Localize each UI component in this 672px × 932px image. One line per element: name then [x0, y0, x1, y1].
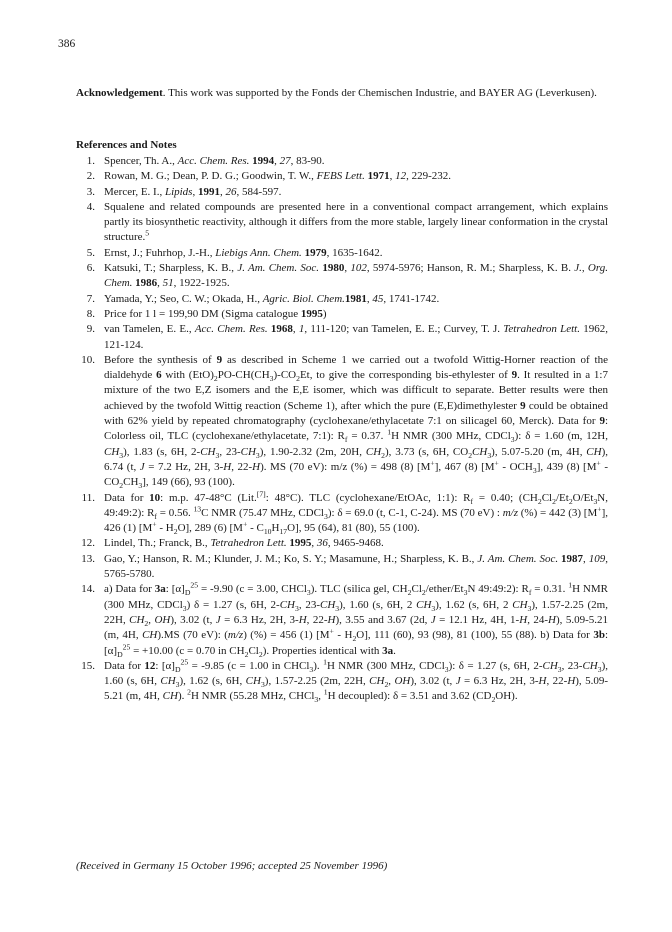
- reference-number: 6 .: [76, 261, 95, 276]
- reference-item: [76, 659, 608, 705]
- reference-text: Lindel, Th.; Franck, B., Tetrahedron Lett. 1995, 36, 9465-9468.: [104, 537, 384, 550]
- reference-item: [76, 536, 608, 551]
- page-number: 386: [58, 38, 76, 50]
- reference-item: [76, 353, 608, 491]
- reference-item: [76, 552, 608, 583]
- reference-number: 1 .: [76, 154, 95, 169]
- reference-text: Ernst, J.; Fuhrhop, J.-H., Liebigs Ann. Chem. 1979, 1635-1642.: [104, 246, 383, 259]
- reference-text: Squalene and related compounds are presented here in a conventional compact arrangement, which explains partly its biosynthetic reactivity, although it differs from the more stable, largely linear conformation in the crystal structure.$^5$: [104, 200, 608, 244]
- reference-item: [76, 246, 608, 261]
- reference-item: [76, 488, 608, 537]
- reference-text: van Tamelen, E. E., Acc. Chem. Res. 1968, 1, 111-120; van Tamelen, E. E.; Curvey, T. J. Tetrahedron Lett. 1962, 121-124.: [104, 323, 608, 351]
- reference-text: Yamada, Y.; Seo, C. W.; Okada, H., Agric. Biol. Chem.1981, 45, 1741-1742.: [104, 292, 440, 305]
- reference-text: Katsuki, T.; Sharpless, K. B., J. Am. Chem. Soc. 1980, 102, 5974-5976; Hanson, R. M.; Sharpless, K. B. J., Org. Chem. 1986, 51, 1922-1925.: [104, 262, 608, 290]
- reference-number: 11 .: [76, 491, 95, 506]
- reference-text: Mercer, E. I., Lipids, 1991, 26, 584-597.: [104, 185, 282, 198]
- reference-text: Spencer, Th. A., Acc. Chem. Res. 1994, 27, 83-90.: [104, 155, 325, 167]
- reference-number: 15 .: [76, 659, 95, 674]
- reference-number: 4 .: [76, 200, 95, 215]
- reference-number: 7 .: [76, 292, 95, 307]
- reference-item: [76, 154, 608, 169]
- reference-number: 9 .: [76, 322, 95, 337]
- reference-text: Data for 12: $[\alpha]_D^{25} = -9.85$ (c = 1.00 in CHCl$_3$). $^1$H NMR (300 MHz, CDCl$_3$): δ = 1.27 (s, 6H, $2-CH_3$, $23-CH_3$), 1.60 (s, 6H, $CH_3$), 1.62 (s, 6H, $CH_3$), 1.57-2.25 (2m, 22H, $CH_2$, OH), 3.02 (t, J = 6.3 Hz, 2H, 3-H, 22-H), 5.09-5.21 (m, 4H, CH). $^2$H NMR (55.28 MHz, CHCl$_3$, $^1$H decoupled): δ = 3.51 and 3.62 $(CD_2OH)$.: [104, 657, 608, 705]
- reference-text: Data for 10: m.p. 47-48°C (Lit.[7]: 48°C). TLC (cyclohexane/EtOAc, 1:1): $R_f = 0.40$; ($CH_2Cl_2/Et_2O/Et_3N$, 49:49:2): $R_f = 0.56$. $^{13}$C NMR (75.47 MHz, CDCl$_3$): δ = 69.0 (t, C-1, C-24). MS (70 eV) : m/z (%) = 442 (3) [M+], 426 (1) $[M^+ - H_2O]$, 289 (6) $[M^+ - C_{10}H_{17}O]$, 95 (64), 81 (80), 55 (100).: [104, 488, 608, 537]
- reference-number: 12 .: [76, 536, 95, 551]
- reference-number: 14 .: [76, 582, 95, 597]
- reference-number: 2 .: [76, 169, 95, 184]
- acknowledgement-text: . This work was supported by the Fonds der Chemischen Industrie, and BAYER AG (Leverkusen).: [162, 87, 597, 99]
- reference-item: [76, 307, 608, 322]
- reference-number: 10 .: [76, 353, 95, 368]
- reference-text: Gao, Y.; Hanson, R. M.; Klunder, J. M.; Ko, S. Y.; Masamune, H.; Sharpless, K. B., J. Am. Chem. Soc. 1987, 109, 5765-5780.: [104, 552, 608, 581]
- reference-text: Before the synthesis of 9 as described in Scheme 1 we carried out a twofold Wittig-Horner reaction of the dialdehyde 6 with $(EtO)_2PO-CH(CH_3)-CO_2Et$, to give the corresponding bis-ethylester of 9. It resulted in a 1:7 mixture of the two E,Z isomers and the E,E isomer, which was difficult to separate. Better results were then achieved by the twofold Wittig reaction (Scheme 1), after which the pure (E,E)dimethylester 9 could be obtained with 62% yield by repeated chromatography (cyclohexane/ethylacetate 7:1 on silicagel 60, Merck). Data for 9: Colorless oil, TLC (cyclohexane/ethylacetate, 7:1): $R_f = 0.37$. $^1$H NMR (300 MHz, CDCl$_3$): δ = 1.60 (m, 12H, $CH_3$), 1.83 (s, 6H, $2-CH_3$, $23-CH_3$), 1.90-2.32 (2m, 20H, $CH_2$), 3.73 (s, 6H, $CO_2CH_3$), 5.07-5.20 (m, 4H, CH), 6.74 (t, J = 7.2 Hz, 2H, 3-H, 22-H). MS (70 eV): m/z (%) = 498 (8) [M+], 467 (8) $[M^+ - OCH_3]$, 439 (8) $[M^+ - CO_2CH_3]$, 149 (66), 93 (100).: [104, 353, 609, 491]
- reference-number: 5 .: [76, 246, 95, 261]
- reference-text: Rowan, M. G.; Dean, P. D. G.; Goodwin, T. W., FEBS Lett. 1971, 12, 229-232.: [104, 170, 452, 183]
- acknowledgement: [76, 85, 606, 102]
- acknowledgement-label: Acknowledgement: [76, 87, 163, 99]
- reference-item: [76, 185, 608, 200]
- reference-number: 8 .: [76, 307, 95, 322]
- received-note: (Received in Germany 15 October 1996; accepted 25 November 1996): [76, 860, 388, 872]
- reference-item: [76, 200, 608, 246]
- reference-item: [76, 322, 608, 353]
- reference-number: 3 .: [76, 185, 95, 200]
- reference-text: Price for 1 l = 199,90 DM (Sigma catalogue 1995): [104, 307, 327, 320]
- reference-item: [76, 292, 608, 307]
- reference-item: [76, 261, 608, 292]
- references-list: [76, 154, 608, 705]
- references-heading: References and Notes: [76, 139, 177, 151]
- reference-item: [76, 169, 608, 184]
- reference-item: [76, 582, 608, 658]
- reference-text: a) Data for 3a: $[\alpha]_D^{25} = -9.90$ (c = 3.00, CHCl$_3$). TLC (silica gel, $CH_2Cl_2/ether/Et_3N$ 49:49:2): $R_f = 0.31$. $^1$H NMR (300 MHz, CDCl$_3$) δ = 1.27 (s, 6H, $2-CH_3$, $23-CH_3$), 1.60 (s, 6H, 2 $CH_3$), 1.62 (s, 6H, 2 $CH_3$), 1.57-2.25 (2m, 22H, $CH_2$, OH), 3.02 (t, J = 6.3 Hz, 2H, 3-H, 22-H), 3.55 and 3.67 (2d, J = 12.1 Hz, 4H, 1-H, 24-H), 5.09-5.21 (m, 4H, CH).MS (70 eV): (m/z) (%) = 456 (1) $[M^+ - H_2O]$, 111 (60), 93 (98), 81 (100), 55 (88). b) Data for 3b: $[\alpha]_D^{25} = +10.00$ (c = 0.70 in $CH_2Cl_2$). Properties identical with 3a.: [104, 580, 608, 659]
- reference-number: 13 .: [76, 552, 95, 567]
